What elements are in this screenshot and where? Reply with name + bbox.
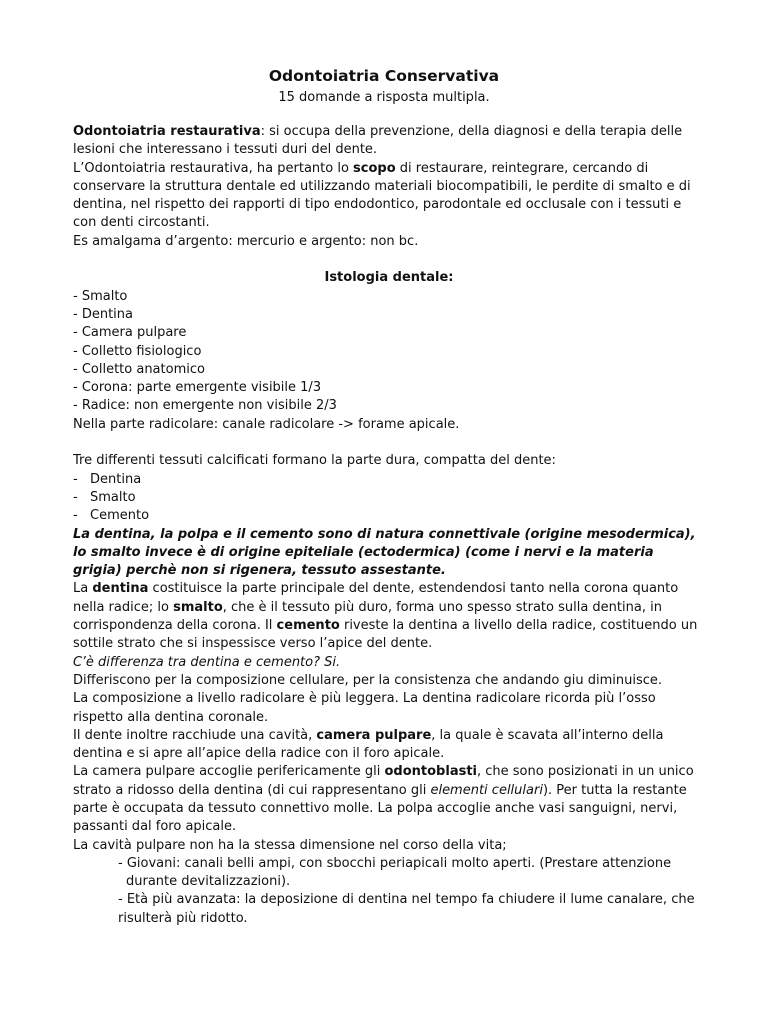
document-subtitle: 15 domande a risposta multipla. bbox=[278, 90, 490, 105]
intro-example: Es amalgama d’argento: mercurio e argento: non bc. bbox=[73, 233, 419, 249]
document-body bbox=[73, 123, 705, 928]
pulp-old: - Età più avanzata: la deposizione di dentina nel tempo fa chiudere il lume canalare, che bbox=[118, 892, 695, 908]
list-item: - Smalto bbox=[73, 489, 136, 505]
list-item: - Colletto anatomico bbox=[73, 361, 205, 377]
histology-heading: Istologia dentale: bbox=[324, 270, 454, 286]
scope-term: scopo bbox=[353, 160, 396, 176]
tissues-intro: Tre differenti tessuti calcificati formano la parte dura, compatta del dente: bbox=[73, 453, 556, 469]
root-note: Nella parte radicolare: canale radicolare -> forame apicale. bbox=[73, 416, 460, 432]
list-item: - Camera pulpare bbox=[73, 325, 187, 341]
list-item: - Dentina bbox=[73, 306, 133, 322]
list-item: - Smalto bbox=[73, 288, 128, 304]
pulp-old-cont: risulterà più ridotto. bbox=[118, 910, 248, 926]
intro-term: Odontoiatria restaurativa bbox=[73, 124, 261, 139]
list-item: - Radice: non emergente non visibile 2/3 bbox=[73, 398, 337, 414]
tissues-difference-1: Differiscono per la composizione cellulare, per la consistenza che andando giu diminuisce. bbox=[73, 672, 663, 688]
tissues-emphasis: La dentina, la polpa e il cemento sono di natura connettivale (origine mesodermica), lo smalto invece è di origine epiteliale (ectodermica) (come i nervi e la materia grigia) perchè non si rigenera, tessuto assestante. bbox=[73, 526, 696, 579]
list-item: - Corona: parte emergente visibile 1/3 bbox=[73, 380, 322, 396]
tissues-difference-2: La composizione a livello radicolare è più leggera. La dentina radicolare ricorda più l’osso rispetto alla dentina coronale. bbox=[73, 691, 656, 725]
pulp-paragraph-1: Il dente inoltre racchiude una cavità, camera pulpare, la quale è scavata all’interno della dentina e si apre all’apice della radice con il foro apicale. bbox=[73, 727, 664, 762]
tissues-list bbox=[73, 471, 705, 526]
pulp-paragraph-3: La cavità pulpare non ha la stessa dimensione nel corso della vita; bbox=[73, 837, 507, 853]
pulp-paragraph-2: La camera pulpare accoglie perifericamente gli odontoblasti, che sono posizionati in un unico strato a ridosso della dentina (di cui rappresentano gli elementi cellulari). Per tutta la restante parte è occupata da tessuto connettivo molle. La polpa accoglie anche vasi sanguigni, nervi, passanti dal foro apicale. bbox=[73, 764, 694, 835]
list-item: - Dentina bbox=[73, 471, 142, 487]
list-item: - Cemento bbox=[73, 508, 150, 524]
pulp-young: - Giovani: canali belli ampi, con sbocchi periapicali molto aperti. (Prestare attenzione bbox=[118, 855, 672, 871]
intro-definition: Odontoiatria restaurativa: si occupa della prevenzione, della diagnosi e della terapia delle lesioni che interessano i tessuti duri del dente. bbox=[73, 124, 683, 158]
histology-list bbox=[73, 288, 705, 416]
tissues-description: La dentina costituisce la parte principale del dente, estendendosi tanto nella corona quanto nella radice; lo smalto, che è il tessuto più duro, forma uno spesso strato sulla dentina, in corrispondenza della corona. Il cemento riveste la dentina a livello della radice, costituendo un sottile strato che si inspessisce verso l’apice del dente. bbox=[73, 581, 698, 652]
tissues-question: C’è differenza tra dentina e cemento? Si. bbox=[73, 654, 341, 670]
list-item: - Colletto fisiologico bbox=[73, 343, 202, 359]
document-title: Odontoiatria Conservativa bbox=[268, 67, 500, 85]
pulp-young-cont: durante devitalizzazioni). bbox=[126, 874, 291, 890]
intro-scope: L’Odontoiatria restaurativa, ha pertanto lo scopo di restaurare, reintegrare, cercando di conservare la struttura dentale ed utilizzando materiali biocompatibili, le perdite di smalto e di dentina, nel rispetto dei rapporti di tipo endodontico, parodontale ed occlusale con i tessuti e con denti circostanti. bbox=[73, 160, 691, 231]
